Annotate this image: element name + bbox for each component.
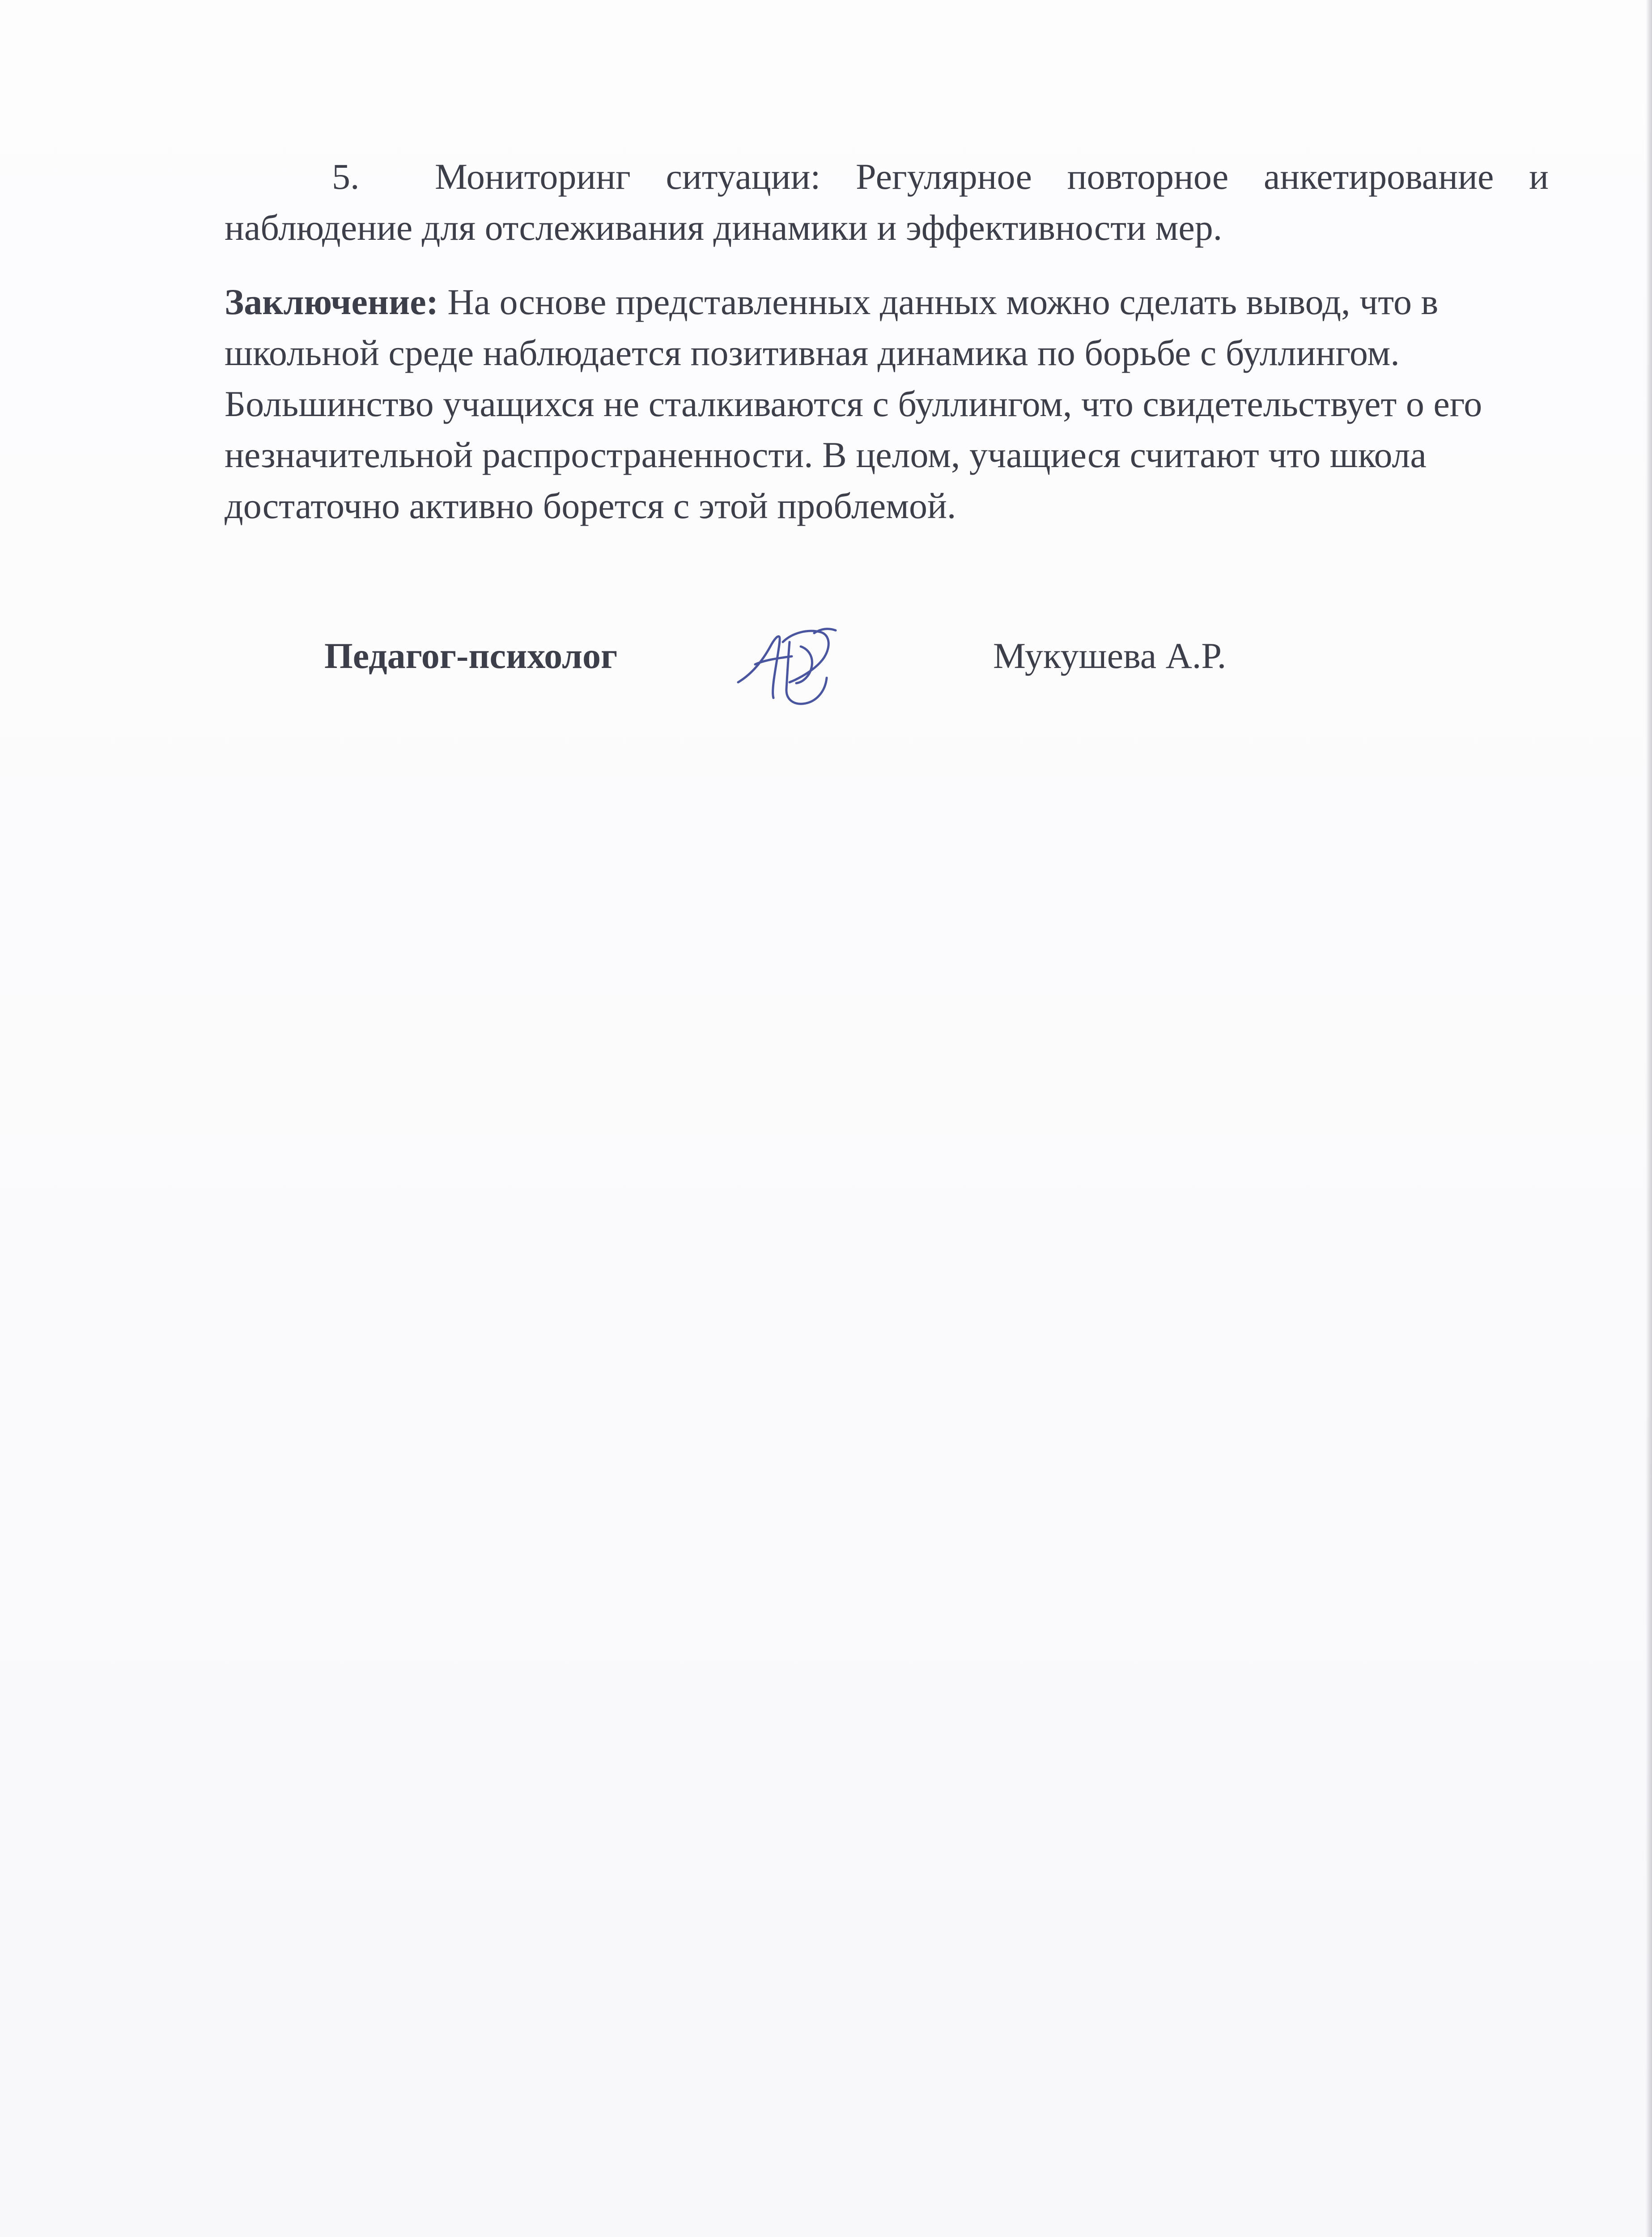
conclusion-paragraph	[225, 276, 1549, 532]
handwritten-signature	[729, 615, 845, 718]
signatory-role: Педагог-психолог	[324, 635, 618, 676]
signature-block	[0, 629, 1652, 718]
list-item-text: Мониторинг ситуации: Регулярное повторное анкетирование и наблюдение для отслеживания динамики и эффективности мер.	[225, 156, 1549, 248]
scan-edge-shadow-right	[1646, 0, 1652, 2237]
conclusion-label: Заключение:	[225, 281, 438, 322]
list-item-5	[225, 151, 1549, 253]
signatory-name: Мукушева А.Р.	[993, 635, 1227, 676]
conclusion-text: На основе представленных данных можно сделать вывод, что в школьной среде наблюдается позитивная динамика по борьбе с буллингом. Большинство учащихся не сталкиваются с буллингом, что свидетельствует о его незначительной распространенности. В целом, учащиеся считают что школа достаточно активно борется с этой проблемой.	[225, 281, 1482, 526]
list-item-number: 5.	[332, 156, 360, 197]
